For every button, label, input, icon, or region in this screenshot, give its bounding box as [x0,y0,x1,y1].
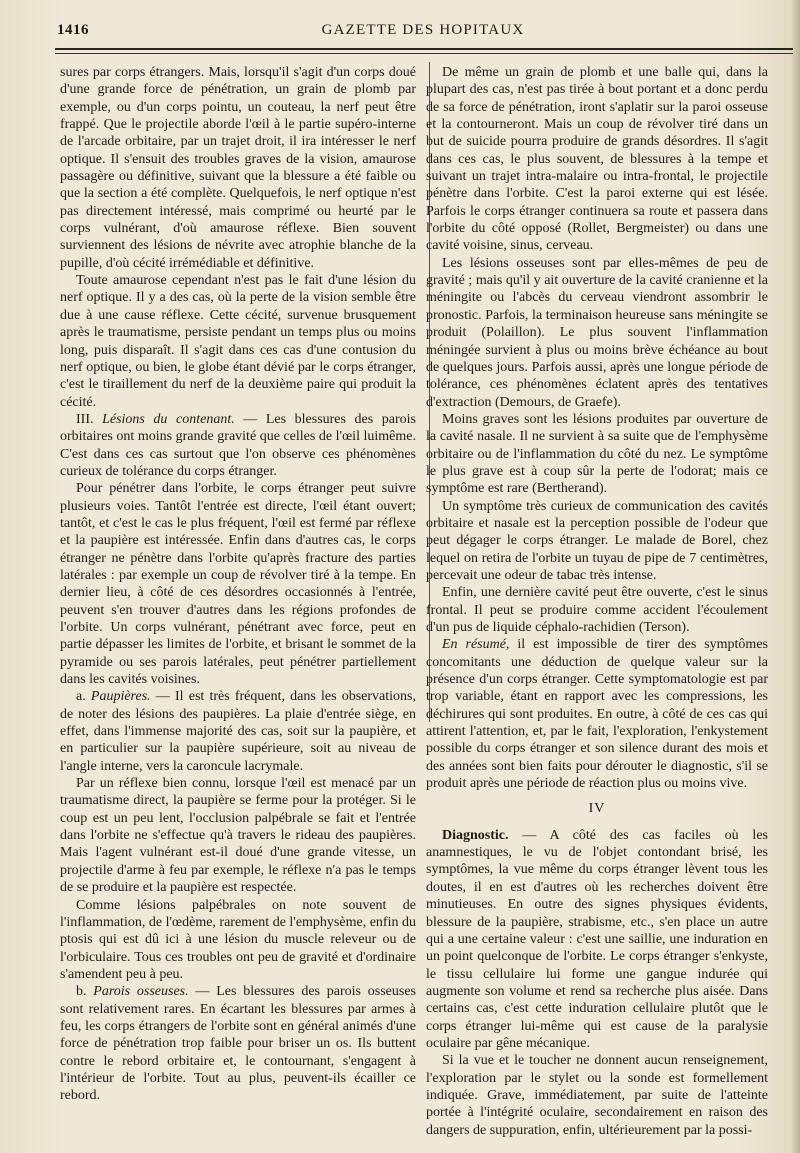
journal-title: GAZETTE DES HOPITAUX [321,22,525,38]
paragraph: sures par corps étrangers. Mais, lorsqu'il s'agit d'un corps doué d'une grande force de pénétration, un grain de plomb par exemple, ou d'un corps pointu, un couteau, la nerf peut être frappé. Que le projectile aborde l'œil à le partie supéro-interne de l'arcade orbitaire, par un trajet droit, il ira intéresser le nerf optique. Il s'ensuit des troubles graves de la vision, amaurose passagère ou définitive, suivant que la blessure a été faible ou que la section a été complète. Quelquefois, le nerf optique n'est pas directement intéressé, mais comprimé ou heurté par le corps vulnérant, d'où amaurose réflexe. Bien souvent surviennent des lésions de névrite avec atrophie blanche de la pupille, d'où cécité irrémédiable et définitive. [60,65,416,271]
section-label: Lésions du contenant. [102,411,235,427]
section-letter: III. [76,411,94,427]
paragraph: Moins graves sont les lésions produites par ouverture de la cavité nasale. Il ne survient à sa suite que de l'emphysème orbitaire ou de l'inflammation du côté du nez. Le symptôme le plus grave est à coup sûr la perte de l'odorat; mais ce symptôme est rare (Bertherand). [426,411,768,497]
section-label: Paupières. [90,689,151,705]
header-rule-thin [55,53,793,54]
paragraph: De même un grain de plomb et une balle qui, dans la plupart des cas, n'est pas tirée à bout portant et a donc perdu de sa force de pénétration, iront s'aplatir sur la paroi osseuse et la contourneront. Mais un coup de révolver tiré dans un but de suicide pourra produire de grands désordres. Il s'agit dans ces cas, le plus souvent, de blessures à la tempe et suivant un trajet intra-malaire ou intra-frontal, le projectile pénètre dans l'orbite. C'est la paroi externe qui est lésée. Parfois le corps étranger continuera sa route et passera dans l'orbite du côté opposé (Rollet, Bergmeister) ou dans une cavité voisine, sinus, cerveau. [426,65,768,254]
paragraph-text: il est impossible de tirer des symptômes concomitants une déduction de quelque valeur sur la présence d'un corps étranger. Cette symptomatologie est par trop variable, étant en rapport avec les compressions, les déchirures qui sont produites. En outre, à côté de ces cas qui attirent l'attention, et, par le fait, l'exploration, l'enkystement possible du corps étranger et son silence durant des mois et des années sont bien faits pour dérouter le diagnostic, s'il se produit après une période de réaction plus ou moins vive. [426,637,768,792]
page-header [55,22,791,46]
section-letter: a. [76,689,86,705]
paragraph: Un symptôme très curieux de communication des cavités orbitaire et nasale est la perception possible de l'odeur que peut dégager le corps étranger. Le malade de Borel, chez lequel on retira de l'orbite un tuyau de pipe de 7 centimètres, percevait une odeur de tabac très intense. [426,498,768,583]
right-column [426,64,768,1139]
paragraph: Si la vue et le toucher ne donnent aucun renseignement, l'exploration par le stylet ou la sonde est formellement indiquée. Grave, immédiatement, par suite de l'atteinte portée à l'intégrité oculaire, secondairement en raison des dangers de suppuration, enfin, ultérieurement par la possi- [426,1053,768,1138]
paragraph-paupieres [60,688,416,775]
paragraph-text: — Les blessures des parois orbitaires ont moins grande gravité que celles de l'œil luimême. C'est dans ces cas surtout que l'on observe ces phénomènes curieux de tolérance du corps étranger. [60,411,416,479]
paragraph: Enfin, une dernière cavité peut être ouverte, c'est le sinus frontal. Il peut se produire comme accident l'écoulement d'un pus de liquide céphalo-rachidien (Terson). [426,585,768,635]
paragraph: Par un réflexe bien connu, lorsque l'œil est menacé par un traumatisme direct, la paupière se ferme pour la protéger. Si le coup est un peu lent, l'occlusion palpébrale se fait et l'entrée dans l'orbite ne s'effectue qu'à travers le rideau des paupières. Mais l'agent vulnérant est-il doué d'une grande vitesse, un projectile d'arme à feu par exemple, le réflexe n'a pas le temps de se produire et la paupière est respectée. [60,776,416,896]
header-rule-thick [55,48,793,50]
page-edge-shadow [790,0,800,1153]
section-heading: Diagnostic. [442,827,509,843]
section-label: Parois osseuses. [93,984,189,1000]
section-letter: b. [76,984,87,1000]
paragraph: Pour pénétrer dans l'orbite, le corps étranger peut suivre plusieurs voies. Tantôt l'entrée est directe, l'œil étant ouvert; tantôt, et c'est le cas le plus fréquent, l'œil est fermé par réflexe et la paupière est intéressée. Enfin dans d'autres cas, le corps étranger ne pénètre dans l'orbite qu'après fracture des parties latérales : par exemple un coup de révolver tiré à la tempe. En dernier lieu, à côté de ces désordres occasionnés à l'entrée, peuvent s'en trouver d'autres dans les régions profondes de l'orbite. Un corps vulnérant, pénétrant avec force, peut en partie dépasser les limites de l'orbite, et brisant le sommet de la pyramide ou ses parois latérales, peut pénétrer partiellement dans les cavités voisines. [60,481,416,688]
left-column [60,64,416,1105]
page-number: 1416 [57,22,89,38]
paragraph-en-resume [426,636,768,792]
paragraph-text: — A côté des cas faciles où les anamnestiques, le vu de l'objet contondant brisé, les symptômes, la vue même du corps étranger lèvent tous les doutes, il en est d'autres où les recherches doivent être minutieuses. En outre des signes physiques évidents, blessure de la paupière, strabisme, etc., s'en place un autre qui a une certaine valeur : c'est une saillie, une induration en un point quelconque de l'orbite. Le corps étranger s'enkyste, le tissu cellulaire lui forme une gangue indurée qui augmente son volume et rend sa recherche plus aisée. Dans certains cas, c'est cette induration cellulaire plutôt que le corps étranger lui-même qui est cause de la paralysie oculaire par gêne mécanique. [426,827,768,1051]
section-label: En résumé, [442,637,510,653]
paragraph: Toute amaurose cependant n'est pas le fait d'une lésion du nerf optique. Il y a des cas, où la perte de la vision semble être due à une cause réflexe. Cette cécité, survenue brusquement après le traumatisme, persiste pendant un temps plus ou moins long, puis disparaît. Il s'agit dans ces cas d'une contusion du nerf optique, ou bien, le globe étant dévié par le corps étranger, c'est le tiraillement du nerf de la deuxième paire qui produit la cécité. [60,273,416,410]
paragraph-text: — Il est très fréquent, dans les observations, de noter des lésions des paupières. La plaie d'entrée siège, en effet, dans l'immense majorité des cas, soit sur la paupière, et en particulier sur la paupière supérieure, soit au niveau de l'angle interne, vers la caroncule lacrymale. [60,689,416,774]
section-numeral: IV [588,801,606,817]
paragraph-lesions-contenant [60,411,416,480]
paragraph: Les lésions osseuses sont par elles-mêmes de peu de gravité ; mais qu'il y ait ouverture de la cavité cranienne et la méningite ou l'abcès du cerveau viendront assombrir le pronostic. Parfois, la terminaison heureuse sans méningite se produit (Polaillon). Le plus souvent l'inflammation méningée survient à plus ou moins brève échéance au bout de quelques jours. Parfois aussi, après une longue période de tolérance, ces phénomènes éclatent après des tentatives d'extraction (Demours, de Graefe). [426,255,768,410]
paragraph-parois-osseuses [60,983,416,1104]
paragraph-diagnostic [426,827,768,1052]
paragraph-text: — Les blessures des parois osseuses sont relativement rares. En écartant les blessures par armes à feu, les corps étrangers de l'orbite sont en général animés d'une force de pénétration trop faible pour briser un os. Ils buttent contre le rebord orbitaire et, le contournant, s'engagent à l'intérieur de l'orbite. Tout au plus, peuvent-ils écailler ce rebord. [60,984,416,1104]
paragraph: Comme lésions palpébrales on note souvent de l'inflammation, de l'œdème, rarement de l'emphysème, enfin du ptosis qui est dû ici à une lésion du muscle releveur ou de l'orbiculaire. Tous ces troubles ont peu de gravité et d'ordinaire s'amendent peu à peu. [60,897,416,982]
